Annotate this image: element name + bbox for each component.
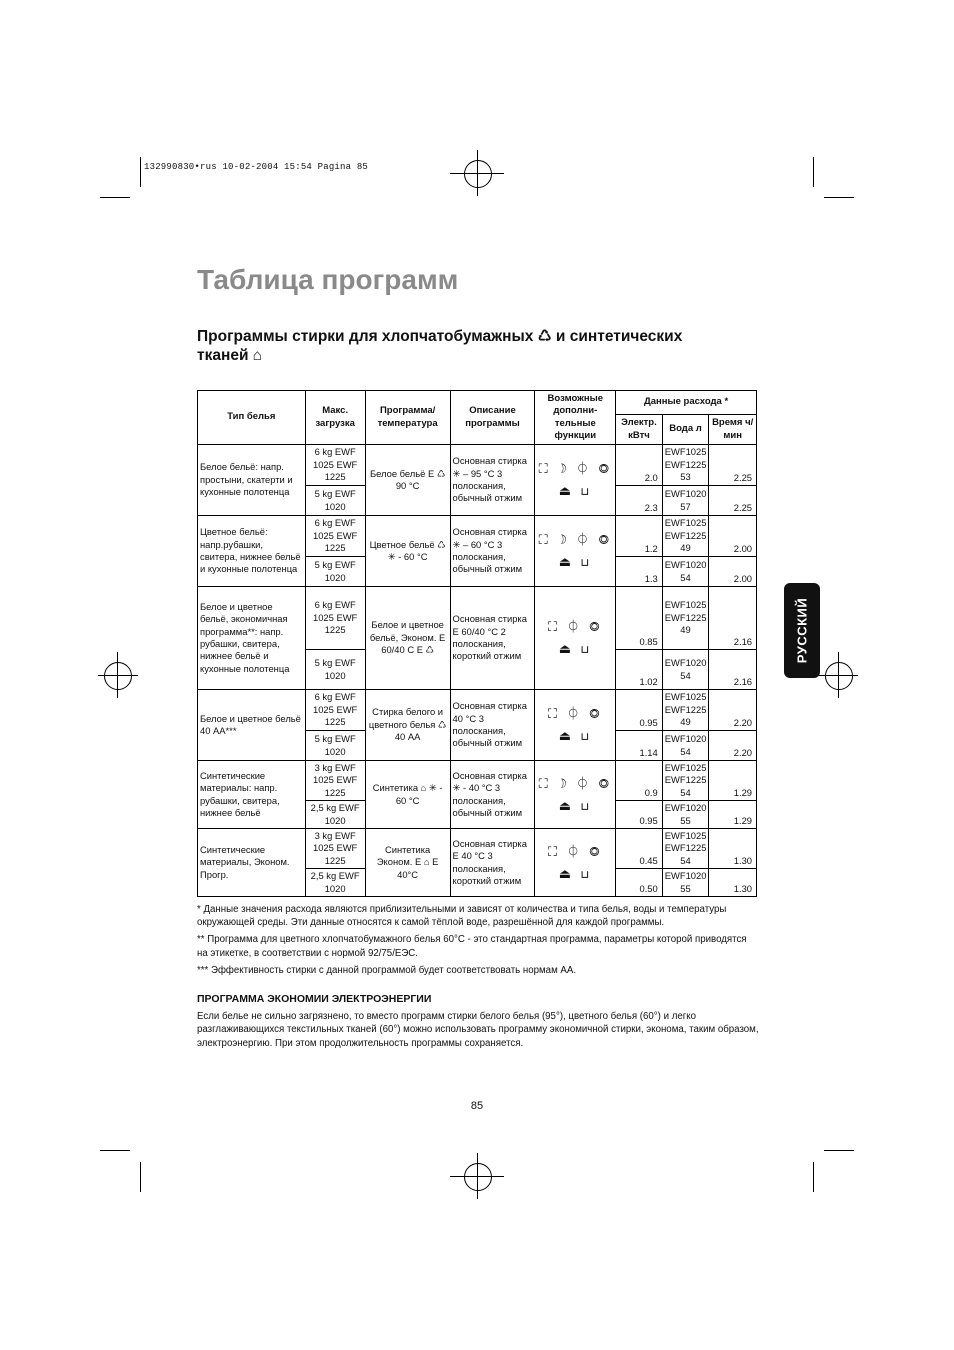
- cell-energy: 1.3: [616, 557, 663, 587]
- cell-energy: 1.02: [616, 650, 663, 690]
- col-header-load: Макс. загрузка: [305, 391, 365, 445]
- registration-mark-line: [117, 652, 118, 698]
- col-header-description: Описание программы: [450, 391, 535, 445]
- cell-water: EWF1025 EWF1225 54: [662, 829, 709, 869]
- crop-mark: [140, 1162, 141, 1192]
- cell-functions-icons: ⛶ ☽ ⏀ ◎ ⏏ ⊔: [535, 516, 616, 587]
- language-tab-label: РУССКИЙ: [794, 597, 810, 664]
- cell-energy: 2.3: [616, 486, 663, 516]
- cell-water: EWF1025 EWF1225 49: [662, 587, 709, 650]
- col-header-consumption: Данные расхода *: [616, 391, 757, 415]
- cell-load: 5 kg EWF 1020: [305, 486, 365, 516]
- cell-program: Синтетика Эконом. E ⌂ E 40°C: [365, 829, 450, 897]
- cell-energy: 0.95: [616, 801, 663, 829]
- cell-water: EWF1020 54: [662, 557, 709, 587]
- cell-energy: 0.45: [616, 829, 663, 869]
- crop-mark: [813, 157, 814, 187]
- registration-mark-line: [477, 1153, 478, 1199]
- cell-type: Белое и цветное бельё 40 AA***: [198, 690, 306, 761]
- cell-functions-icons: ⛶ ⏀ ◎ ⏏ ⊔: [535, 829, 616, 897]
- cell-type: Белое бельё: напр. простыни, скатерти и кухонные полотенца: [198, 445, 306, 516]
- table-row: [198, 761, 757, 801]
- cell-time: 2.20: [709, 731, 757, 761]
- cell-description: Основная стирка ✳ – 60 °C 3 полоскания, обычный отжим: [450, 516, 535, 587]
- cell-functions-icons: ⛶ ☽ ⏀ ◎ ⏏ ⊔: [535, 761, 616, 829]
- table-row: [198, 829, 757, 869]
- cell-program: Белое и цветное бельё, Эконом. E 60/40 C E ♺: [365, 587, 450, 690]
- cell-water: EWF1020 54: [662, 731, 709, 761]
- table-header-row: [198, 391, 757, 415]
- language-tab: [784, 583, 820, 678]
- registration-mark-icon: [104, 662, 132, 690]
- page-number: 85: [470, 1100, 484, 1112]
- cell-time: 2.00: [709, 516, 757, 557]
- cell-type: Синтетические материалы, Эконом. Прогр.: [198, 829, 306, 897]
- cell-energy: 1.14: [616, 731, 663, 761]
- cell-time: 1.29: [709, 761, 757, 801]
- energy-saving-text: Если белье не сильно загрязнено, то вместо программ стирки белого белья (95°), цветного белья (60°) и легко разглаживающихся текстильных тканей (60°) можно использовать программу экономичной стирки, эконома, таким образом, электроэнергию. При этом продолжительность программы сохраняется.: [197, 1011, 759, 1049]
- col-header-time: Время ч/мин: [709, 415, 757, 445]
- cell-time: 2.20: [709, 690, 757, 731]
- cell-time: 2.00: [709, 557, 757, 587]
- crop-mark: [824, 197, 854, 198]
- subtitle-text: тканей: [197, 347, 249, 364]
- cell-energy: 0.85: [616, 587, 663, 650]
- crop-mark: [100, 1150, 130, 1151]
- cell-time: 1.29: [709, 801, 757, 829]
- cell-energy: 0.9: [616, 761, 663, 801]
- cotton-icon: ♺: [537, 328, 552, 345]
- cell-program: Синтетика ⌂ ✳ - 60 °C: [365, 761, 450, 829]
- synthetics-icon: ⌂: [252, 347, 263, 364]
- cell-energy: 2.0: [616, 445, 663, 486]
- cell-description: Основная стирка E 60/40 °C 2 полоскания, короткий отжим: [450, 587, 535, 690]
- cell-water: EWF1025 EWF1225 53: [662, 445, 709, 486]
- print-slug: 132990830•rus 10-02-2004 15:54 Pagina 85: [144, 162, 369, 172]
- table-row: [198, 587, 757, 650]
- cell-water: EWF1020 54: [662, 650, 709, 690]
- table-row: [198, 445, 757, 486]
- cell-functions-icons: ⛶ ⏀ ◎ ⏏ ⊔: [535, 587, 616, 690]
- cell-program: Белое бельё E ♺ 90 °C: [365, 445, 450, 516]
- cell-load: 5 kg EWF 1020: [305, 731, 365, 761]
- cell-functions-icons: ⛶ ☽ ⏀ ◎ ⏏ ⊔: [535, 445, 616, 516]
- programs-table: [197, 390, 757, 897]
- registration-mark-icon: [464, 1163, 492, 1191]
- registration-mark-icon: [825, 662, 853, 690]
- cell-water: EWF1020 57: [662, 486, 709, 516]
- registration-mark-line: [477, 150, 478, 196]
- col-header-program: Программа/ температура: [365, 391, 450, 445]
- col-header-type: Тип белья: [198, 391, 306, 445]
- cell-program: Цветное бельё ♺ ✳ - 60 °C: [365, 516, 450, 587]
- cell-time: 2.25: [709, 445, 757, 486]
- col-header-functions: Возможные дополни- тельные функции: [535, 391, 616, 445]
- cell-program: Стирка белого и цветного белья ♺ 40 AA: [365, 690, 450, 761]
- cell-water: EWF1025 EWF1225 49: [662, 516, 709, 557]
- cell-load: 3 kg EWF 1025 EWF 1225: [305, 829, 365, 869]
- cell-type: Белое и цветное бельё, экономичная программа**: напр. рубашки, свитера, нижнее бельё и кухонные полотенца: [198, 587, 306, 690]
- page-title: Таблица программ: [197, 264, 459, 295]
- cell-time: 2.16: [709, 587, 757, 650]
- footnote: *** Эффективность стирки с данной программой будет соответствовать нормам AA.: [197, 964, 577, 976]
- cell-load: 6 kg EWF 1025 EWF 1225: [305, 445, 365, 486]
- cell-load: 2,5 kg EWF 1020: [305, 869, 365, 897]
- cell-description: Основная стирка 40 °C 3 полоскания, обычный отжим: [450, 690, 535, 761]
- table-row: [198, 516, 757, 557]
- col-header-water: Вода л: [662, 415, 709, 445]
- crop-mark: [100, 197, 130, 198]
- cell-water: EWF1025 EWF1225 54: [662, 761, 709, 801]
- table-row: [198, 690, 757, 731]
- cell-energy: 0.50: [616, 869, 663, 897]
- cell-description: Основная стирка ✳ – 95 °C 3 полоскания, обычный отжим: [450, 445, 535, 516]
- section-subtitle: [197, 327, 757, 365]
- cell-description: Основная стирка E 40 °C 3 полоскания, короткий отжим: [450, 829, 535, 897]
- col-header-energy: Электр. кВтч: [616, 415, 663, 445]
- cell-time: 2.16: [709, 650, 757, 690]
- subtitle-text: Программы стирки для хлопчатобумажных: [197, 328, 534, 345]
- cell-load: 5 kg EWF 1020: [305, 650, 365, 690]
- cell-water: EWF1020 55: [662, 869, 709, 897]
- registration-mark-line: [98, 675, 138, 676]
- cell-energy: 0.95: [616, 690, 663, 731]
- footnote: * Данные значения расхода являются приблизительными и зависят от количества и типа белья, воды и температуры окружающей среды. Эти данные относятся к самой тёплой воде, разрешённой для каждой программы.: [197, 904, 727, 929]
- registration-mark-line: [838, 652, 839, 698]
- cell-type: Цветное бельё: напр.рубашки, свитера, нижнее бельё и кухонные полотенца: [198, 516, 306, 587]
- cell-load: 3 kg EWF 1025 EWF 1225: [305, 761, 365, 801]
- cell-load: 6 kg EWF 1025 EWF 1225: [305, 690, 365, 731]
- footnote: ** Программа для цветного хлопчатобумажного белья 60°C - это стандартная программа, параметры которой приводятся на этикетке, в соответствии с нормой 92/75/ЕЭС.: [197, 934, 747, 959]
- footnotes: [197, 903, 759, 981]
- registration-mark-icon: [464, 160, 492, 188]
- cell-load: 6 kg EWF 1025 EWF 1225: [305, 516, 365, 557]
- crop-mark: [824, 1150, 854, 1151]
- cell-load: 5 kg EWF 1020: [305, 557, 365, 587]
- subtitle-text: и синтетических: [555, 328, 683, 345]
- cell-time: 2.25: [709, 486, 757, 516]
- cell-load: 6 kg EWF 1025 EWF 1225: [305, 587, 365, 650]
- cell-time: 1.30: [709, 829, 757, 869]
- cell-water: EWF1025 EWF1225 49: [662, 690, 709, 731]
- cell-time: 1.30: [709, 869, 757, 897]
- crop-mark: [140, 157, 141, 187]
- cell-functions-icons: ⛶ ⏀ ◎ ⏏ ⊔: [535, 690, 616, 761]
- cell-description: Основная стирка ✳ - 40 °C 3 полоскания, обычный отжим: [450, 761, 535, 829]
- cell-load: 2,5 kg EWF 1020: [305, 801, 365, 829]
- cell-water: EWF1020 55: [662, 801, 709, 829]
- cell-energy: 1.2: [616, 516, 663, 557]
- cell-type: Синтетические материалы: напр. рубашки, свитера, нижнее бельё: [198, 761, 306, 829]
- energy-saving-heading: ПРОГРАММА ЭКОНОМИИ ЭЛЕКТРОЭНЕРГИИ: [197, 993, 432, 1005]
- crop-mark: [813, 1162, 814, 1192]
